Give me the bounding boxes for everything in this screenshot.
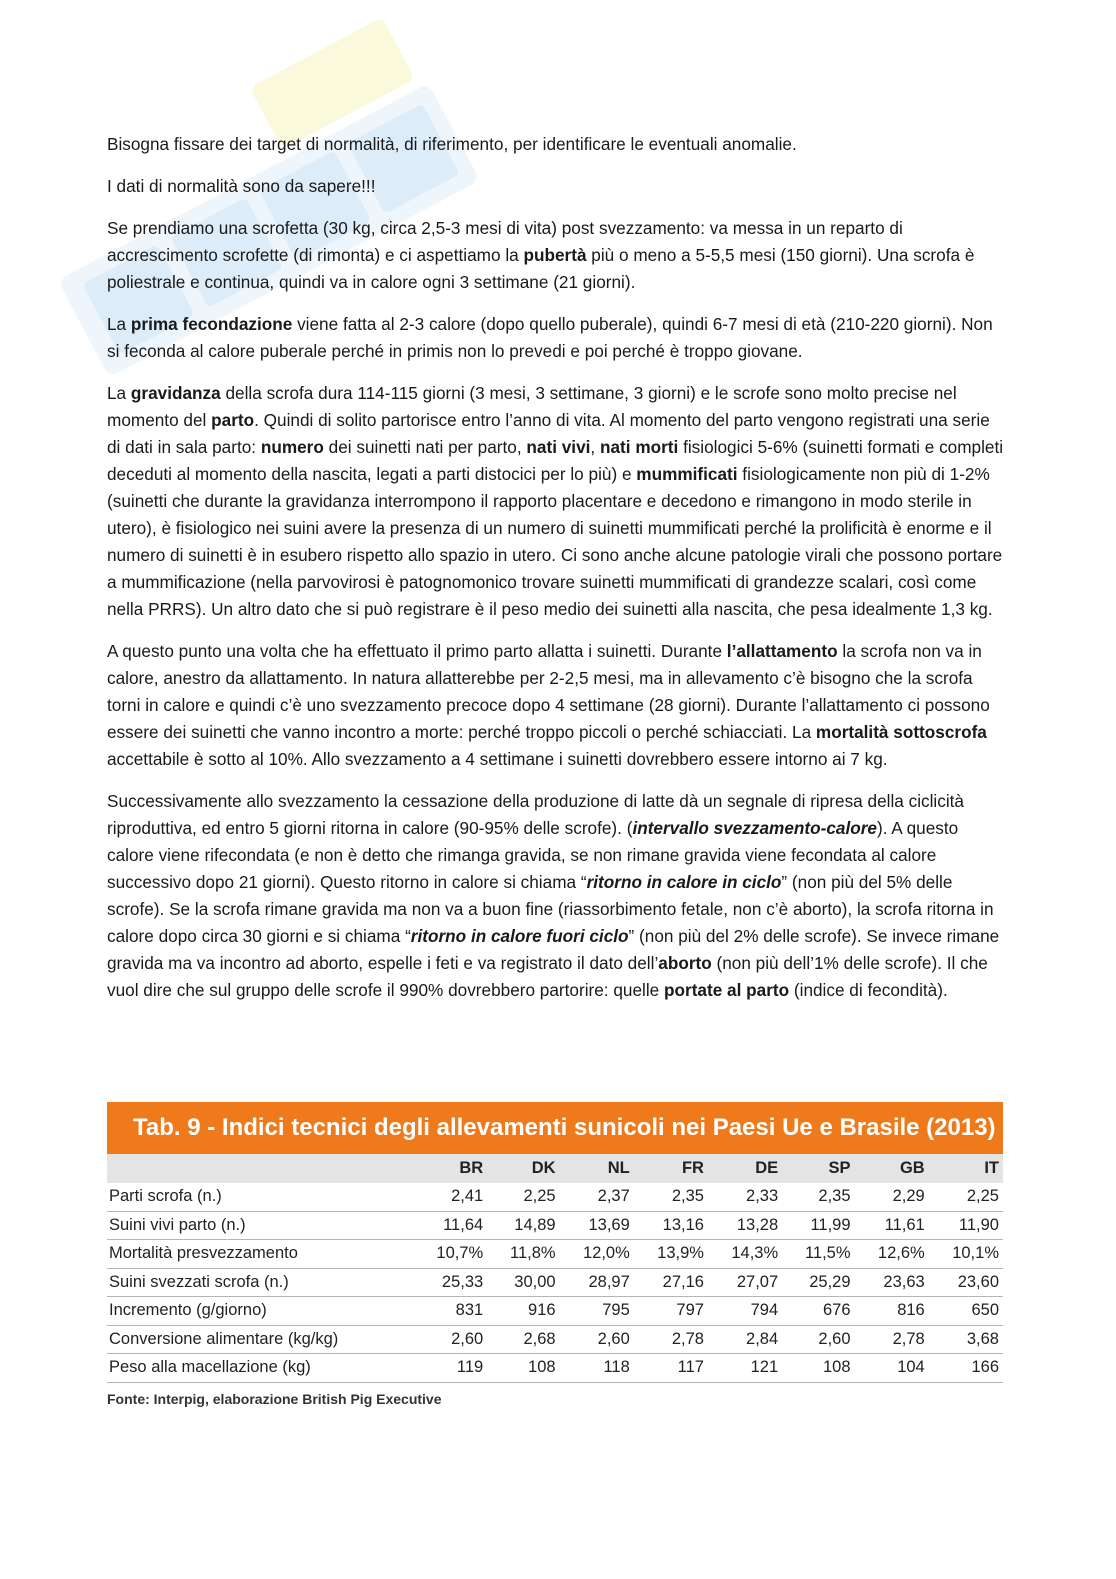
table-cell: 118 bbox=[560, 1354, 634, 1383]
table-cell: 13,9% bbox=[634, 1240, 708, 1269]
table-cell: 2,29 bbox=[855, 1183, 929, 1211]
table-cell: 2,25 bbox=[487, 1183, 559, 1211]
table-header-row bbox=[107, 1154, 1003, 1183]
emphasis-text: l’allattamento bbox=[726, 641, 838, 661]
table-cell: 10,1% bbox=[929, 1240, 1003, 1269]
column-header-fr: FR bbox=[681, 1159, 704, 1177]
emphasis-text: intervallo svezzamento-calore bbox=[632, 818, 877, 838]
table-cell: 28,97 bbox=[560, 1268, 634, 1297]
emphasis-text: gravidanza bbox=[130, 383, 221, 403]
column-header-it: IT bbox=[984, 1159, 999, 1177]
document-body bbox=[107, 131, 1007, 1019]
table-cell: 3,68 bbox=[929, 1325, 1003, 1354]
technical-indices-table bbox=[107, 1102, 1003, 1407]
emphasis-text: portate al parto bbox=[664, 980, 790, 1000]
paragraph-text: fisiologici 5-6% (suinetti formati e completi deceduti al momento della nascita, legati a parti distocici per lo più) e bbox=[107, 437, 1004, 484]
emphasis-text: parto bbox=[211, 410, 255, 430]
paragraph-text: Se prendiamo una scrofetta (30 kg, circa 2,5-3 mesi di vita) post svezzamento: va messa in un reparto di accrescimento scrofette (di rimonta) e ci aspettiamo la bbox=[107, 218, 903, 265]
paragraph-text: , bbox=[590, 437, 600, 457]
table-cell: 27,16 bbox=[634, 1268, 708, 1297]
table-cell: 831 bbox=[413, 1297, 487, 1326]
table-cell: 13,69 bbox=[560, 1211, 634, 1240]
table-cell: 25,29 bbox=[782, 1268, 854, 1297]
table-cell: 2,60 bbox=[560, 1325, 634, 1354]
paragraph bbox=[107, 215, 1007, 296]
emphasis-text: mortalità sottoscrofa bbox=[815, 722, 987, 742]
paragraph-text: ” (non più del 5% delle scrofe). Se la scrofa rimane gravida ma non va a buon fine (riassorbimento fetale, non c’è aborto), la scrofa ritorna in calore dopo circa 30 giorni e si chiama “ bbox=[107, 872, 994, 946]
paragraph-text: (non più dell’1% delle scrofe). Il che vuol dire che sul gruppo delle scrofe il 990% dovrebbero partorire: quelle bbox=[107, 953, 988, 1000]
emphasis-text: pubertà bbox=[523, 245, 587, 265]
paragraph-text: fisiologicamente non più di 1-2% (suinetti che durante la gravidanza interrompono il rapporto placentare e decedono e rimangono in modo sterile in utero), è fisiologico nei suini avere la presenza di un numero di suinetti mummificati perché la prolificità è enorme e il numero di suinetti è in esubero rispetto allo spazio in utero. Ci sono anche alcune patologie virali che possono portare a mummificazione (nella parvovirosi è patognomonico trovare suinetti mummificati di grandezze scalari, così come nella PRRS). Un altro dato che si può registrare è il peso medio dei suinetti alla nascita, che pesa idealmente 1,3 kg. bbox=[107, 464, 1003, 619]
table-cell: 12,0% bbox=[560, 1240, 634, 1269]
paragraph-text: . Quindi di solito partorisce entro l’anno di vita. Al momento del parto vengono registrati una serie di dati in sala parto: bbox=[107, 410, 990, 457]
emphasis-text: ritorno in calore in ciclo bbox=[586, 872, 782, 892]
emphasis-text: ritorno in calore fuori ciclo bbox=[410, 926, 629, 946]
table-cell: 2,33 bbox=[708, 1183, 782, 1211]
paragraph-text: (indice di fecondità). bbox=[789, 980, 948, 1000]
column-header-dk: DK bbox=[531, 1159, 556, 1177]
table-cell: 23,63 bbox=[855, 1268, 929, 1297]
table-cell: 2,35 bbox=[782, 1183, 854, 1211]
column-header-sp: SP bbox=[828, 1159, 851, 1177]
emphasis-text: numero bbox=[260, 437, 324, 457]
paragraph-text: Successivamente allo svezzamento la cessazione della produzione di latte dà un segnale di ripresa della ciclicità riproduttiva, ed entro 5 giorni ritorna in calore (90-95% delle scrofe). ( bbox=[107, 791, 964, 838]
table-cell: 108 bbox=[487, 1354, 559, 1383]
table-cell: 2,78 bbox=[855, 1325, 929, 1354]
table-title: Tab. 9 - Indici tecnici degli allevamenti sunicoli nei Paesi Ue e Brasile (2013) bbox=[107, 1102, 1003, 1154]
table-cell: 166 bbox=[929, 1354, 1003, 1383]
table-cell: 14,89 bbox=[487, 1211, 559, 1240]
table-cell: 14,3% bbox=[708, 1240, 782, 1269]
paragraph bbox=[107, 131, 1007, 158]
emphasis-text: nati vivi bbox=[526, 437, 591, 457]
column-header-de: DE bbox=[755, 1159, 779, 1177]
paragraph-text: I dati di normalità sono da sapere!!! bbox=[107, 176, 376, 196]
table-cell: 2,60 bbox=[413, 1325, 487, 1354]
table-cell: 25,33 bbox=[413, 1268, 487, 1297]
table-cell: 11,99 bbox=[782, 1211, 854, 1240]
table-cell: 11,5% bbox=[782, 1240, 854, 1269]
column-header-br: BR bbox=[459, 1159, 484, 1177]
table-cell: 2,60 bbox=[782, 1325, 854, 1354]
table-cell: 797 bbox=[634, 1297, 708, 1326]
row-label: Mortalità presvezzamento bbox=[107, 1240, 413, 1269]
paragraph-text: La bbox=[107, 314, 131, 334]
table-cell: 117 bbox=[634, 1354, 708, 1383]
table-row bbox=[107, 1325, 1003, 1354]
paragraph bbox=[107, 173, 1007, 200]
table-cell: 11,90 bbox=[929, 1211, 1003, 1240]
column-header-nl: NL bbox=[607, 1159, 630, 1177]
table-cell: 816 bbox=[855, 1297, 929, 1326]
paragraph bbox=[107, 311, 1007, 365]
paragraph-text: Bisogna fissare dei target di normalità, di riferimento, per identificare le eventuali anomalie. bbox=[107, 134, 797, 154]
emphasis-text: aborto bbox=[658, 953, 712, 973]
table-row bbox=[107, 1297, 1003, 1326]
table-cell: 104 bbox=[855, 1354, 929, 1383]
paragraph-text: A questo punto una volta che ha effettuato il primo parto allatta i suinetti. Durante bbox=[107, 641, 727, 661]
table-cell: 2,37 bbox=[560, 1183, 634, 1211]
table-row bbox=[107, 1211, 1003, 1240]
table-cell: 2,78 bbox=[634, 1325, 708, 1354]
table-cell: 2,25 bbox=[929, 1183, 1003, 1211]
table-row bbox=[107, 1354, 1003, 1383]
paragraph-text: della scrofa dura 114-115 giorni (3 mesi, 3 settimane, 3 giorni) e le scrofe sono molto precise nel momento del bbox=[107, 383, 957, 430]
table-source: Fonte: Interpig, elaborazione British Pig Executive bbox=[107, 1390, 442, 1407]
table-cell: 108 bbox=[782, 1354, 854, 1383]
table-cell: 121 bbox=[708, 1354, 782, 1383]
column-header-gb: GB bbox=[899, 1159, 925, 1177]
table-cell: 27,07 bbox=[708, 1268, 782, 1297]
table-cell: 11,8% bbox=[487, 1240, 559, 1269]
row-label: Peso alla macellazione (kg) bbox=[107, 1354, 413, 1383]
header-blank bbox=[107, 1154, 413, 1183]
table-cell: 650 bbox=[929, 1297, 1003, 1326]
table-cell: 2,35 bbox=[634, 1183, 708, 1211]
table-cell: 11,61 bbox=[855, 1211, 929, 1240]
table-cell: 916 bbox=[487, 1297, 559, 1326]
table-cell: 2,84 bbox=[708, 1325, 782, 1354]
table-cell: 13,16 bbox=[634, 1211, 708, 1240]
paragraph-text: la scrofa non va in calore, anestro da allattamento. In natura allatterebbe per 2-2,5 mesi, ma in allevamento c’è bisogno che la scrofa torni in calore e quindi c’è uno svezzamento precoce dopo 4 settimane (28 giorni). Durante l’allattamento ci possono essere dei suinetti che vanno incontro a morte: perché troppo piccoli o perché schiacciati. La bbox=[107, 641, 990, 742]
paragraph-text: viene fatta al 2-3 calore (dopo quello puberale), quindi 6-7 mesi di età (210-220 giorni). Non si feconda al calore puberale perché in primis non lo prevedi e poi perché è troppo giovane. bbox=[107, 314, 993, 361]
row-label: Parti scrofa (n.) bbox=[107, 1183, 413, 1211]
row-label: Incremento (g/giorno) bbox=[107, 1297, 413, 1326]
paragraph bbox=[107, 380, 1007, 623]
table-cell: 119 bbox=[413, 1354, 487, 1383]
table-cell: 10,7% bbox=[413, 1240, 487, 1269]
table-cell: 794 bbox=[708, 1297, 782, 1326]
table-cell: 2,41 bbox=[413, 1183, 487, 1211]
table-cell: 13,28 bbox=[708, 1211, 782, 1240]
emphasis-text: nati morti bbox=[599, 437, 679, 457]
table-cell: 30,00 bbox=[487, 1268, 559, 1297]
indices-table bbox=[107, 1154, 1003, 1383]
row-label: Suini svezzati scrofa (n.) bbox=[107, 1268, 413, 1297]
table-row bbox=[107, 1240, 1003, 1269]
paragraph-text: ” (non più del 2% delle scrofe). Se invece rimane gravida ma va incontro ad aborto, espelle i feti e va registrato il dato dell’ bbox=[107, 926, 1000, 973]
table-cell: 23,60 bbox=[929, 1268, 1003, 1297]
paragraph-text: più o meno a 5-5,5 mesi (150 giorni). Una scrofa è poliestrale e continua, quindi va in calore ogni 3 settimane (21 giorni). bbox=[107, 245, 975, 292]
table-cell: 795 bbox=[560, 1297, 634, 1326]
table-cell: 12,6% bbox=[855, 1240, 929, 1269]
paragraph-text: dei suinetti nati per parto, bbox=[323, 437, 527, 457]
emphasis-text: mummificati bbox=[636, 464, 738, 484]
row-label: Suini vivi parto (n.) bbox=[107, 1211, 413, 1240]
paragraph bbox=[107, 788, 1007, 1004]
table-cell: 2,68 bbox=[487, 1325, 559, 1354]
paragraph-text: La bbox=[107, 383, 131, 403]
table-row bbox=[107, 1183, 1003, 1211]
table-cell: 11,64 bbox=[413, 1211, 487, 1240]
emphasis-text: prima fecondazione bbox=[130, 314, 293, 334]
paragraph-text: ). A questo calore viene rifecondata (e non è detto che rimanga gravida, se non rimane gravida viene fecondata al calore successivo dopo 21 giorni). Questo ritorno in calore si chiama “ bbox=[107, 818, 959, 892]
paragraph bbox=[107, 638, 1007, 773]
table-row bbox=[107, 1268, 1003, 1297]
row-label: Conversione alimentare (kg/kg) bbox=[107, 1325, 413, 1354]
table-cell: 676 bbox=[782, 1297, 854, 1326]
paragraph-text: accettabile è sotto al 10%. Allo svezzamento a 4 settimane i suinetti dovrebbero essere intorno ai 7 kg. bbox=[107, 749, 888, 769]
